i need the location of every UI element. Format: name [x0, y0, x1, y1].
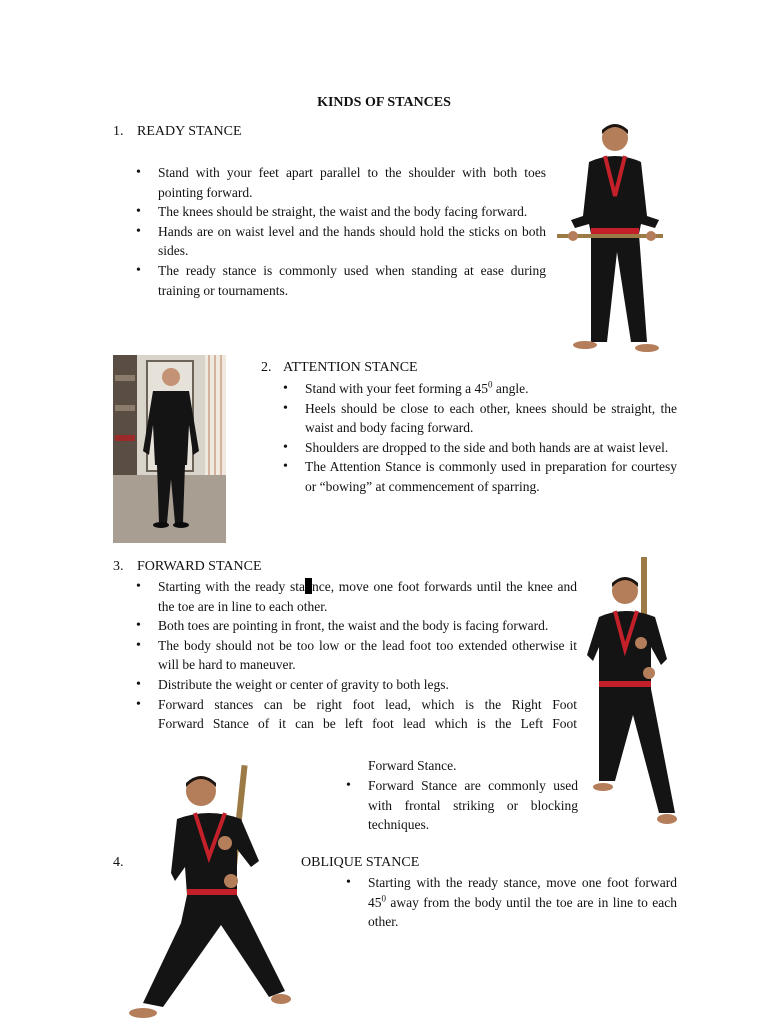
- list-item: [283, 379, 677, 399]
- superscript: 0: [381, 893, 386, 904]
- text-cursor: [305, 578, 312, 594]
- section-heading-text: FORWARD STANCE: [137, 559, 262, 574]
- bullet-text: away from the body until the toe are in line to each other.: [368, 894, 677, 930]
- section-ready-heading: [113, 122, 242, 142]
- list-item: [136, 577, 577, 616]
- list-item: • Forward Stance are commonly used with frontal striking or blocking techniques.: [346, 776, 578, 835]
- section-number: 3.: [113, 559, 124, 574]
- bullet-text: nce, move one foot forwards until the knee and the toe are in line to each other.: [158, 579, 578, 614]
- list-item: • Distribute the weight or center of gravity to both legs.: [136, 675, 577, 695]
- section-forward-heading: [113, 557, 262, 577]
- bullet-text: Forward Stance of it can be left foot lead which is the Left Foot: [158, 716, 577, 732]
- section-oblique-number: 4.: [113, 855, 124, 870]
- list-item: • Shoulders are dropped to the side and both hands are at waist level.: [283, 438, 677, 458]
- section-heading-text: READY STANCE: [137, 124, 242, 139]
- superscript: 0: [487, 379, 493, 390]
- forward-bullet-continuation: Forward Stance.: [368, 758, 457, 773]
- forward-stance-photo: [585, 555, 685, 833]
- section-heading-text: ATTENTION STANCE: [283, 360, 418, 375]
- section-oblique-heading: OBLIQUE STANCE: [301, 855, 420, 870]
- list-item: • The body should not be too low or the lead foot too extended otherwise it will be hard to maneuver.: [136, 636, 577, 675]
- list-item: • Heels should be close to each other, knees should be straight, the waist and body facing forward.: [283, 399, 677, 438]
- attention-stance-photo: [113, 355, 226, 543]
- list-item: • The knees should be straight, the waist and the body facing forward.: [136, 202, 546, 222]
- list-item: • Stand with your feet apart parallel to the shoulder with both toes pointing forward.: [136, 163, 546, 202]
- list-item: • The ready stance is commonly used when standing at ease during training or tournaments.: [136, 261, 546, 300]
- bullet-text: Starting with the ready sta: [158, 579, 305, 594]
- page-title: KINDS OF STANCES: [317, 95, 451, 110]
- section-number: 1.: [113, 124, 124, 139]
- forward-bullet-list: [136, 577, 577, 734]
- list-item: • Both toes are pointing in front, the waist and the body is facing forward.: [136, 616, 577, 636]
- ready-stance-photo: [555, 120, 667, 360]
- section-number: 2.: [261, 360, 272, 375]
- bullet-text: Starting with the ready stance, move one foot forward 45: [368, 875, 677, 910]
- list-item: [346, 873, 677, 932]
- list-item: • The Attention Stance is commonly used in preparation for courtesy or “bowing” at commencement of sparring.: [283, 457, 677, 496]
- list-item: [136, 695, 577, 734]
- oblique-bullet-list: [346, 873, 677, 932]
- oblique-stance-photo: [125, 763, 295, 1024]
- attention-bullet-list: [283, 379, 677, 497]
- forward-bullet-list-2: [346, 776, 578, 835]
- bullet-text: Stand with your feet forming a 45: [305, 381, 488, 396]
- ready-bullet-list: [136, 163, 546, 300]
- bullet-text: angle.: [492, 381, 529, 396]
- bullet-text: • Forward stances can be right foot lead, which is the Right Foot: [158, 696, 577, 712]
- list-item: • Hands are on waist level and the hands should hold the sticks on both sides.: [136, 222, 546, 261]
- section-attention-heading: [261, 358, 418, 378]
